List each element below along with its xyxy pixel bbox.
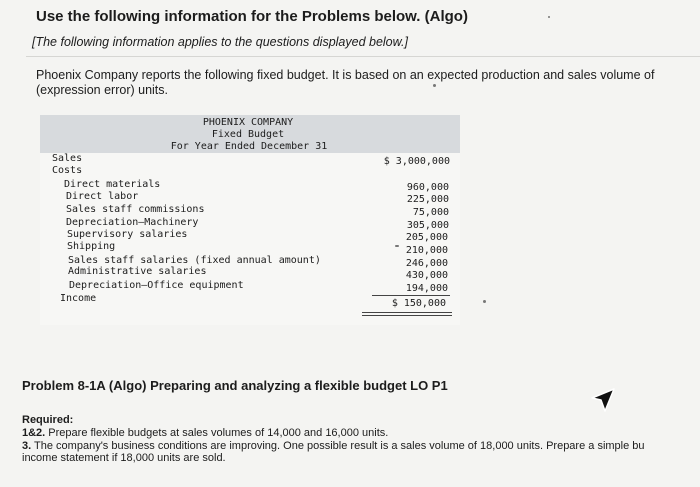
requirement-3-continued: income statement if 18,000 units are sold.: [22, 452, 226, 464]
costs-underline: [372, 295, 450, 296]
cost-item-amount: 305,000: [406, 220, 449, 231]
budget-statement-name: Fixed Budget: [211, 129, 285, 140]
cost-item-label: Supervisory salaries: [67, 229, 188, 240]
stray-dot: [433, 84, 436, 87]
requirement-3-text: The company's business conditions are improving. One possible result is a sales volume of 18,000 units. Prepare a simple bu: [31, 440, 645, 452]
income-label: Income: [60, 293, 97, 304]
requirement-1: [22, 427, 388, 439]
income-double-underline: [362, 312, 452, 313]
income-amount: $ 150,000: [391, 298, 446, 309]
cost-item-label: Depreciation—Office equipment: [69, 280, 244, 291]
intro-paragraph: [36, 68, 700, 98]
stray-dot: [548, 16, 550, 18]
stray-dot: [483, 300, 486, 303]
cost-item-amount: 246,000: [405, 258, 448, 269]
budget-company-name: PHOENIX COMPANY: [202, 117, 294, 128]
required-label: Required:: [22, 414, 74, 426]
cost-item-label: Sales staff salaries (fixed annual amount): [68, 255, 321, 266]
cost-item-label: Direct labor: [66, 191, 139, 202]
sales-label: Sales: [52, 153, 83, 164]
income-double-underline: [362, 315, 452, 316]
problem-title: Problem 8-1A (Algo) Preparing and analyzing a flexible budget LO P1: [22, 378, 448, 393]
sales-amount: $ 3,000,000: [383, 156, 450, 167]
intro-line-1: Phoenix Company reports the following fixed budget. It is based on an expected production and sales volume of: [36, 68, 655, 82]
cost-item-label: Administrative salaries: [68, 266, 207, 277]
cost-item-label: Sales staff commissions: [66, 204, 205, 215]
cost-item-amount: 430,000: [405, 270, 448, 281]
cost-item-amount: 225,000: [406, 194, 449, 205]
intro-line-2: (expression error) units.: [36, 83, 168, 97]
stray-dot: [395, 245, 399, 247]
cost-item-amount: 194,000: [405, 283, 448, 294]
section-subheading: [The following information applies to the questions displayed below.]: [32, 35, 408, 49]
divider: [26, 56, 700, 57]
costs-label: Costs: [52, 165, 83, 176]
cost-item-label: Direct materials: [64, 179, 161, 190]
cost-item-label: Depreciation—Machinery: [66, 217, 199, 228]
cost-item-label: Shipping: [67, 241, 116, 252]
requirement-1-text: Prepare flexible budgets at sales volumes of 14,000 and 16,000 units.: [45, 427, 389, 439]
section-heading: Use the following information for the Problems below. (Algo): [36, 8, 468, 25]
budget-period: For Year Ended December 31: [170, 141, 328, 152]
mouse-cursor-icon: [587, 385, 617, 420]
requirement-1-number: 1&2.: [22, 427, 46, 439]
cost-item-amount: 205,000: [405, 232, 448, 243]
requirement-3-number: 3.: [22, 440, 32, 452]
cost-item-amount: 210,000: [405, 245, 448, 256]
cost-item-amount: 960,000: [406, 182, 449, 193]
requirement-3: [22, 440, 645, 452]
cost-item-amount: 75,000: [412, 207, 449, 218]
